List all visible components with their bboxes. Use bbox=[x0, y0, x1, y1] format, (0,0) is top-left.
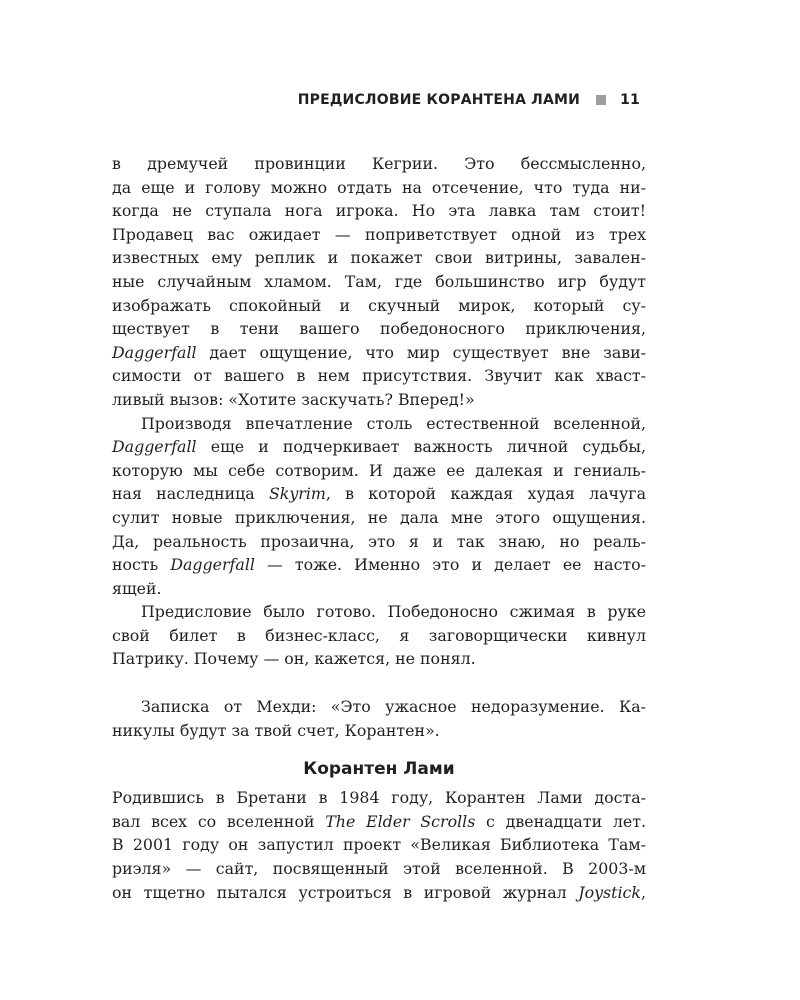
text-line: В 2001 году он запустил проект «Великая Библиотека Там- bbox=[112, 835, 646, 855]
text-line: сулит новые приключения, не дала мне этого ощущения. bbox=[112, 507, 646, 527]
game-title-elder-scrolls: The Elder Scrolls bbox=[325, 811, 476, 831]
text-line bbox=[112, 881, 646, 905]
paragraph-daggerfall-fate bbox=[112, 412, 646, 601]
text-span: он тщетно пытался устроиться в игровой журнал bbox=[112, 882, 579, 902]
text-line: в дремучей провинции Кегрии. Это бессмысленно, bbox=[112, 154, 646, 173]
square-separator-icon bbox=[596, 95, 606, 105]
text-line: Да, реальность прозаична, это я и так знаю, но реаль- bbox=[112, 531, 646, 551]
text-span: дает ощущение, что мир существует вне зави- bbox=[196, 342, 646, 362]
text-span: ность bbox=[112, 555, 171, 575]
text-line: которую мы себе сотворим. И даже ее далекая и гениаль- bbox=[112, 460, 646, 480]
text-span: вал всех со вселенной bbox=[112, 811, 326, 831]
text-line: Родившись в Бретани в 1984 году, Корантен Лами доста- bbox=[112, 788, 646, 808]
body-text bbox=[112, 152, 646, 904]
game-title-daggerfall: Daggerfall bbox=[170, 555, 255, 575]
text-line: Патрику. Почему — он, кажется, не понял. bbox=[112, 649, 476, 669]
text-line: Записка от Мехди: «Это ужасное недоразумение. Ка- bbox=[141, 697, 646, 717]
text-line: никулы будут за твой счет, Корантен». bbox=[112, 720, 440, 740]
magazine-title-joystick: Joystick bbox=[578, 882, 641, 902]
spacer bbox=[112, 742, 646, 756]
text-span: еще и подчеркивает важность личной судьбы, bbox=[196, 437, 646, 457]
text-line: риэля» — сайт, посвященный этой вселенной. В 2003-м bbox=[112, 859, 646, 879]
text-line: симости от вашего в нем присутствия. Звучит как хваст- bbox=[112, 366, 646, 386]
author-bio-heading: Корантен Лами bbox=[303, 759, 455, 780]
text-line: когда не ступала нога игрока. Но эта лавка там стоит! bbox=[112, 201, 646, 221]
text-span: — тоже. Именно это и делает ее насто- bbox=[254, 555, 647, 575]
text-line bbox=[112, 810, 646, 834]
text-line: свой билет в бизнес-класс, я заговорщически кивнул bbox=[112, 625, 646, 645]
text-line: ящей. bbox=[112, 578, 162, 598]
text-line: ные случайным хламом. Там, где большинство игр будут bbox=[112, 271, 646, 291]
text-line: Предисловие было готово. Победоносно сжимая в руке bbox=[141, 602, 646, 622]
text-line: известных ему реплик и покажет свои витрины, завален- bbox=[112, 248, 646, 268]
text-line: Производя впечатление столь естественной вселенной, bbox=[141, 413, 646, 433]
text-line: ливый вызов: «Хотите заскучать? Вперед!» bbox=[112, 389, 475, 409]
paragraph-continuation bbox=[112, 152, 646, 412]
text-line bbox=[112, 553, 646, 577]
text-line bbox=[112, 435, 646, 459]
running-title: ПРЕДИСЛОВИЕ КОРАНТЕНА ЛАМИ bbox=[297, 92, 581, 108]
game-title-skyrim: Skyrim bbox=[268, 484, 326, 504]
author-bio bbox=[112, 786, 646, 904]
running-head bbox=[298, 92, 640, 108]
text-span: ная наследница bbox=[112, 484, 269, 504]
text-span: , bbox=[640, 882, 646, 902]
text-line: ществует в тени вашего победоносного приключения, bbox=[112, 319, 646, 339]
text-span: , в которой каждая худая лачуга bbox=[325, 484, 646, 504]
text-line bbox=[112, 341, 646, 365]
paragraph-preface-ready bbox=[112, 600, 646, 671]
text-line: Продавец вас ожидает — поприветствует одной из трех bbox=[112, 224, 646, 244]
text-span: с двенадцати лет. bbox=[475, 811, 647, 831]
game-title-daggerfall: Daggerfall bbox=[112, 342, 197, 362]
spacer bbox=[112, 671, 646, 695]
page-number: 11 bbox=[620, 92, 640, 108]
text-line bbox=[112, 482, 646, 506]
text-line: изображать спокойный и скучный мирок, который су- bbox=[112, 295, 646, 315]
game-title-daggerfall: Daggerfall bbox=[112, 437, 197, 457]
note-from-mehdi bbox=[112, 695, 646, 742]
text-line: да еще и голову можно отдать на отсечение, что туда ни- bbox=[112, 177, 646, 197]
